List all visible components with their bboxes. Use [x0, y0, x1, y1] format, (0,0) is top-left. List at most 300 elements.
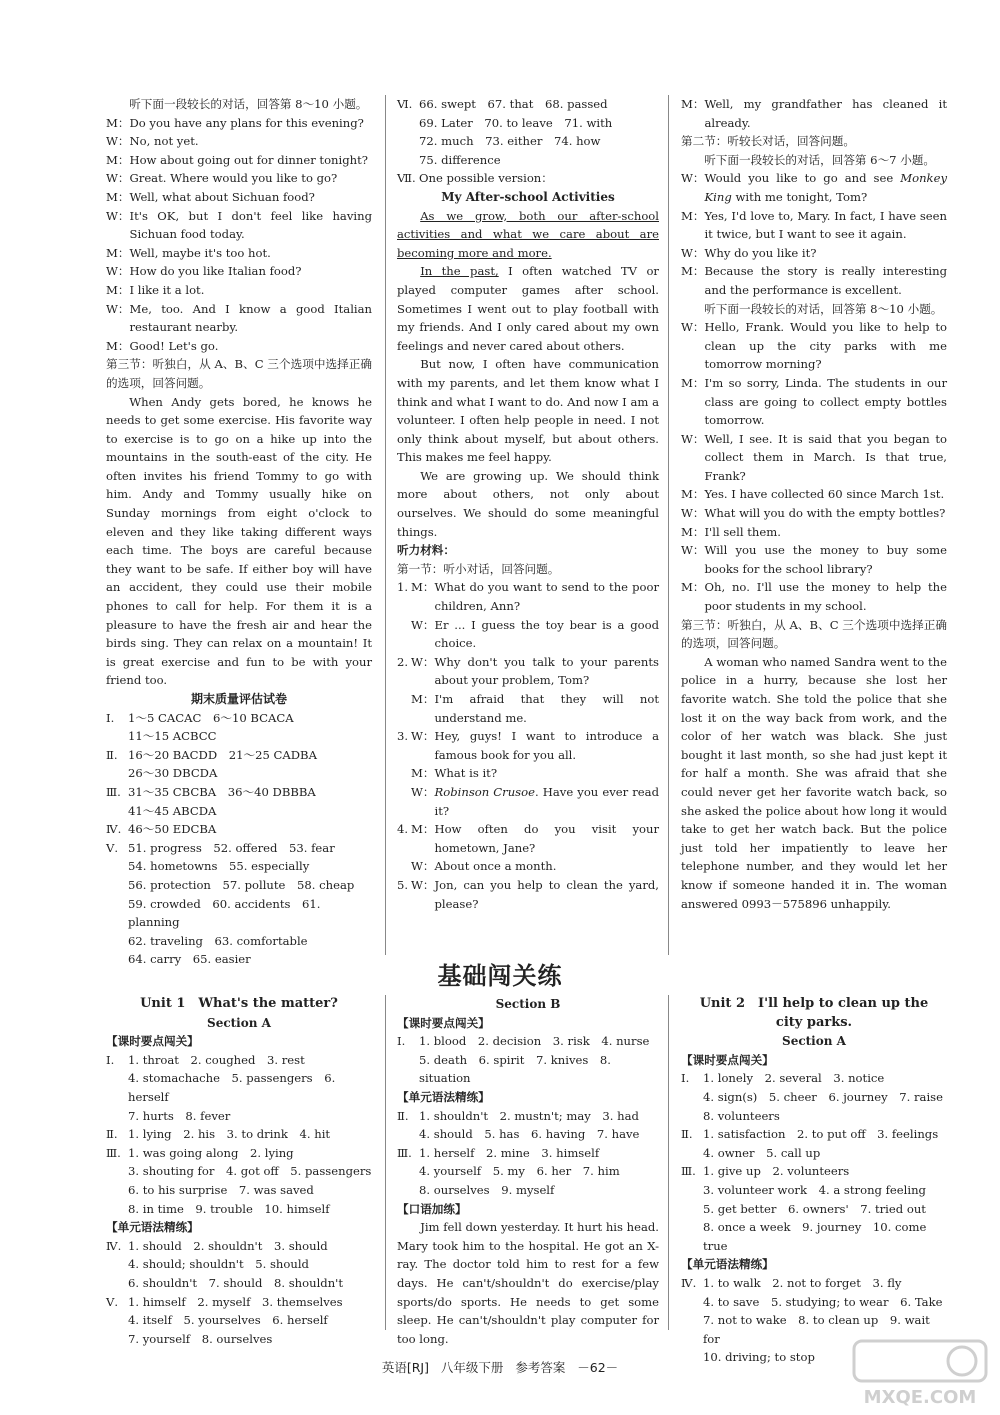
exam-title: 期末质量评估试卷	[190, 692, 287, 706]
speaker-label: M：	[106, 115, 130, 130]
listening-title: 听力材料：	[397, 543, 455, 558]
line-text-b: About once a month.	[434, 859, 557, 874]
answer-line	[106, 1144, 372, 1163]
line-text	[435, 727, 659, 764]
intro-q6-7: 听下面一段较长的对话，回答第 6～7 小题。	[704, 152, 935, 167]
speaker-label: M：	[681, 264, 705, 279]
answer-text: 4. sign(s) 5. cheer 6. journey 7. raise	[703, 1089, 943, 1104]
answer-number: Ⅱ.	[106, 1127, 118, 1142]
answer-line	[106, 1162, 372, 1181]
answer-text: 8. volunteers	[703, 1108, 780, 1123]
line-text	[130, 300, 372, 337]
dialog-line	[397, 876, 659, 913]
dialog-line	[397, 820, 659, 857]
answer-line	[397, 114, 659, 133]
answer-text: 16～20 BACDD 21～25 CADBA	[128, 747, 317, 762]
speaker-label: W：	[411, 859, 435, 874]
line-text	[705, 504, 947, 523]
dialog-line	[397, 616, 659, 653]
line-text-b: No, not yet.	[129, 134, 199, 149]
dialog-line	[681, 504, 947, 523]
answer-text: 54. hometowns 55. especially	[128, 859, 310, 874]
speaker-label: M：	[681, 580, 705, 595]
answer-number: Ⅵ.	[397, 97, 413, 111]
dialog-line	[106, 207, 372, 244]
line-text-b: Because the story is really interesting and the performance is excellent.	[704, 264, 947, 297]
dialog-line	[681, 95, 947, 132]
speaker-label: W：	[411, 784, 435, 799]
line-number	[397, 764, 411, 783]
answer-text: 1. throat 2. coughed 3. rest	[128, 1052, 305, 1067]
line-text-b: Well, what about Sichuan food?	[129, 189, 315, 204]
dialog-line	[106, 132, 372, 151]
line-text-b: Yes. I have collected 60 since March 1st.	[704, 487, 945, 502]
unit1b-section-label: Section B	[495, 997, 561, 1011]
answer-text: 62. traveling 63. comfortable	[128, 933, 308, 948]
answer-number: Ⅳ.	[681, 1275, 697, 1290]
answer-number	[106, 1200, 128, 1219]
essay-para-2	[397, 262, 659, 355]
speaker-label: W：	[681, 543, 705, 558]
dialog-line	[106, 188, 372, 207]
dialog-line	[397, 727, 659, 764]
line-text	[130, 132, 372, 151]
dialog-monkey-king	[681, 169, 947, 299]
dialog-line	[106, 281, 372, 300]
answer-number	[397, 1051, 419, 1088]
answer-number: Ⅰ.	[397, 1034, 406, 1049]
dialog-line	[106, 262, 372, 281]
speaker-label: W：	[106, 264, 130, 279]
answer-text: 1. to walk 2. not to forget 3. fly	[703, 1275, 902, 1290]
column-2	[397, 95, 659, 913]
answer-text: 41～45 ABCDA	[128, 803, 217, 818]
line-text-b: What is it?	[434, 766, 498, 781]
answer-text: 8. ourselves 9. myself	[419, 1182, 555, 1197]
line-text	[130, 207, 372, 244]
answer-line	[106, 1107, 372, 1126]
speaker-label: M：	[411, 692, 435, 706]
answer-line	[397, 1125, 659, 1144]
answer-line	[106, 1293, 372, 1312]
essay-para-1: As we grow, both our after-school activities and what we care about are becoming more and more.	[397, 208, 659, 260]
line-text-b: . Have you ever read it?	[434, 784, 659, 818]
line-number: 3.	[397, 729, 409, 744]
line-text	[129, 244, 372, 263]
answer-number: Ⅰ.	[106, 1052, 115, 1067]
line-text	[704, 207, 947, 244]
dialog-line	[106, 244, 372, 263]
unit1b-oral: 【口语加练】	[397, 1201, 467, 1216]
line-text-b: How do you like Italian food?	[129, 264, 302, 279]
essay-para-2-rest: I often watched TV or played computer games after school. Sometimes I went out to play football with my friends. And I only cared about my own feelings and never cared about others.	[397, 264, 659, 353]
line-number	[397, 857, 411, 876]
monologue-andy: When Andy gets bored, he knows he needs to get some exercise. His favorite way to exercise is to go on a hike up into the mountains in the south-east of the city. He often invites his friend Tommy to go with him. Andy and Tommy usually hike on Sunday mornings from eight o'clock to eleven and they like taking different ways each time. The boys are careful because they want to be safe. If either boy will have an accident, they could use their mobile phones to call for help. For them it is a pleasure to have the fresh air and hear the birds sing. They can relax on a mountain! It is great exercise and fun to be with your friend too.	[106, 394, 372, 688]
line-text-a: Would you like to go and see	[704, 171, 901, 186]
answer-number	[106, 802, 128, 821]
answer-line	[397, 1181, 659, 1200]
line-number	[397, 616, 411, 653]
unit1b-answers-b	[397, 1107, 659, 1200]
line-text	[435, 616, 659, 653]
answer-text: 1. give up 2. volunteers	[703, 1164, 850, 1179]
speaker-label: M：	[106, 152, 130, 167]
line-text	[129, 281, 372, 300]
line-text	[704, 578, 947, 615]
line-text	[129, 188, 372, 207]
watermark-text: MXQE.COM	[863, 1387, 977, 1408]
line-text	[704, 95, 947, 132]
line-text-b: Will you use the money to buy some books for the school library?	[704, 543, 947, 576]
answer-number: Ⅱ.	[106, 747, 118, 762]
answer-line	[681, 1069, 947, 1088]
line-number: 4.	[397, 822, 409, 837]
essay-para-3: But now, I often have communication with my parents, and let them know what I think and what I want to do. And now I am a volunteer. I often help people in need. I not only think about myself, but about others. This makes me feel happy.	[397, 357, 659, 465]
column-3	[681, 95, 947, 913]
essay-para-4: We are growing up. We should think more about others, not only about ourselves. We should do some meaningful things.	[397, 468, 659, 539]
answer-line	[106, 709, 372, 728]
answer-text: 66. swept 67. that 68. passed	[419, 97, 608, 111]
answer-number	[106, 1274, 128, 1293]
answer-text: 75. difference	[419, 152, 501, 167]
answer-line	[681, 1218, 947, 1255]
answer-number	[106, 1311, 128, 1330]
answer-text: 1. satisfaction 2. to put off 3. feelings	[703, 1127, 939, 1142]
answer-line	[106, 1255, 372, 1274]
answer-text: 72. much 73. either 74. how	[419, 134, 601, 149]
answer-text: 59. crowded 60. accidents 61. planning	[128, 896, 321, 930]
watermark-logo	[850, 1337, 990, 1409]
answer-text: 69. Later 70. to leave 71. with	[419, 115, 613, 130]
answer-text: 7. yourself 8. ourselves	[128, 1331, 273, 1346]
answer-number	[681, 1218, 703, 1255]
answer-text: 31～35 CBCBA 36～40 DBBBA	[128, 784, 316, 799]
answer-text: 5. death 6. spirit 7. knives 8. situation	[419, 1052, 611, 1086]
speaker-label: W：	[681, 431, 705, 446]
line-text	[705, 430, 947, 486]
answer-text: 1. herself 2. mine 3. himself	[419, 1145, 600, 1160]
answer-line	[106, 932, 372, 951]
line-number: 5.	[397, 877, 409, 892]
answer-number	[106, 876, 128, 895]
column-divider	[668, 95, 669, 955]
watermark-circle	[948, 1347, 976, 1375]
answer-line	[106, 876, 372, 895]
line-text-b: Why do you like it?	[704, 245, 817, 260]
dialog-line	[681, 318, 947, 374]
answer-text: 11～15 ACBCC	[128, 729, 217, 744]
answer-line	[106, 727, 372, 746]
answer-number: Ⅲ.	[681, 1164, 696, 1179]
column-1	[106, 95, 372, 969]
answer-text: 1. should 2. shouldn't 3. should	[128, 1238, 328, 1253]
dialog-line	[106, 114, 372, 133]
answer-number	[106, 932, 128, 951]
answer-line	[397, 1144, 659, 1163]
unit1-key-points: 【课时要点闯关】	[106, 1034, 199, 1049]
answer-number: Ⅲ.	[106, 1145, 121, 1160]
answer-line	[681, 1293, 947, 1312]
answer-text: 4. to save 5. studying; to wear 6. Take	[703, 1294, 943, 1309]
dialog-line	[681, 578, 947, 615]
answer-number: Ⅳ.	[106, 1238, 122, 1253]
answer-number: Ⅰ.	[106, 710, 115, 725]
dialog-line	[681, 169, 947, 206]
speaker-label: W：	[681, 171, 705, 186]
answer-number: Ⅶ.	[397, 171, 416, 186]
answer-text: 4. yourself 5. my 6. her 7. him	[419, 1164, 620, 1179]
line-text-b: with me tonight, Tom?	[731, 189, 868, 204]
answers-6-7	[397, 95, 659, 188]
unit2-title-line1: Unit 2 I'll help to clean up the	[699, 996, 929, 1011]
answer-text: 3. shouting for 4. got off 5. passengers	[128, 1164, 372, 1179]
answer-text: 4. stomachache 5. passengers 6. herself	[128, 1071, 336, 1104]
line-text	[705, 541, 947, 578]
line-text	[434, 764, 659, 783]
line-number: 2.	[397, 654, 409, 669]
line-text	[129, 114, 372, 133]
unit1b-grammar: 【单元语法精练】	[397, 1089, 490, 1104]
speaker-label: M：	[106, 282, 130, 297]
speaker-label: W：	[106, 171, 130, 186]
line-text-b: Jon, can you help to clean the yard, please?	[434, 877, 659, 911]
unit2-key-points: 【课时要点闯关】	[681, 1052, 774, 1067]
page-number: －62－	[577, 1360, 619, 1375]
answer-line	[681, 1181, 947, 1200]
answer-text: 1. blood 2. decision 3. risk 4. nurse	[419, 1034, 650, 1049]
answer-text: 1. lying 2. his 3. to drink 4. hit	[128, 1127, 331, 1142]
answer-number	[106, 857, 128, 876]
dialog-line	[106, 300, 372, 337]
answer-text: 46～50 EDCBA	[128, 822, 217, 837]
answer-number: Ⅲ.	[106, 784, 121, 799]
speaker-label: M：	[106, 245, 130, 260]
unit2-grammar: 【单元语法精练】	[681, 1257, 774, 1272]
answer-line	[106, 764, 372, 783]
answer-number: Ⅱ.	[681, 1127, 693, 1142]
dialog-line	[397, 690, 659, 727]
line-text-b: How about going out for dinner tonight?	[129, 152, 368, 167]
answer-number	[106, 1330, 128, 1349]
dialog-city-parks	[681, 318, 947, 616]
speaker-label: W：	[106, 301, 130, 316]
line-text-b: Do you have any plans for this evening?	[129, 115, 364, 130]
answer-line	[106, 839, 372, 858]
answer-number	[397, 114, 419, 133]
line-text-b: It's OK, but I don't feel like having Sichuan food today.	[129, 208, 372, 242]
line-text	[435, 876, 659, 913]
line-text-b: Well, maybe it's too hot.	[129, 245, 271, 260]
exam-answers	[106, 709, 372, 969]
monologue-sandra: A woman who named Sandra went to the police in a hurry, because she lost her favorite watch. She told the police that she lost it on the way back from work, and the color of her watch was black. She just bought it last month, so she had just kept it for half a month. She was afraid that she could never get her favorite watch back, so she asked the police about how long it would take to get her watch back. But the police just told her impatiently to leave her telephone number, and they would let her know if someone handed it in. The woman answered 0993－575896 unhappily.	[681, 654, 947, 911]
line-text-b: Well, my grandfather has cleaned it already.	[704, 97, 947, 130]
line-text	[705, 318, 947, 374]
unit2-answers-a	[681, 1069, 947, 1255]
dialog-line	[681, 430, 947, 486]
short-dialogs	[397, 578, 659, 913]
answer-text: 1. was going along 2. lying	[128, 1145, 294, 1160]
line-text-b: What do you want to send to the poor children, Ann?	[434, 580, 659, 614]
answer-line	[106, 820, 372, 839]
dialog-line	[681, 485, 947, 504]
answer-number	[106, 895, 128, 932]
answer-number: Ⅲ.	[397, 1145, 412, 1160]
answer-text: 26～30 DBCDA	[128, 766, 218, 781]
essay-title: My After-school Activities	[441, 189, 615, 204]
answer-line	[106, 783, 372, 802]
answer-number	[681, 1107, 703, 1126]
line-text-b: Great. Where would you like to go?	[129, 171, 338, 186]
line-text	[129, 151, 372, 170]
line-number	[397, 690, 411, 727]
answer-line	[397, 1107, 659, 1126]
answer-number: Ⅴ.	[106, 1294, 119, 1309]
answer-number	[681, 1200, 703, 1219]
dialog-line	[681, 207, 947, 244]
answer-text: 6. to his surprise 7. was saved	[128, 1182, 314, 1197]
answer-line	[397, 169, 659, 188]
unit1-title: Unit 1 What's the matter?	[140, 996, 338, 1011]
speaker-label: M：	[106, 189, 130, 204]
answer-text: 3. volunteer work 4. a strong feeling	[703, 1182, 926, 1197]
line-text	[704, 523, 947, 542]
footer-label: 参考答案	[515, 1360, 566, 1375]
answer-text: 64. carry 65. easier	[128, 952, 251, 967]
answer-line	[681, 1107, 947, 1126]
line-text-b: I'm afraid that they will not understand me.	[434, 692, 659, 725]
answer-number	[106, 1069, 128, 1106]
line-text-b: Me, too. And I know a good Italian restaurant nearby.	[129, 301, 372, 335]
answer-number	[106, 1181, 128, 1200]
speaker-label: W：	[681, 320, 705, 335]
answer-number	[106, 727, 128, 746]
answer-text: 8. once a week 9. journey 10. come true	[703, 1220, 927, 1253]
answer-number	[397, 151, 419, 170]
section3-intro-b: 第三节：听独白，从 A、B、C 三个选项中选择正确的选项，回答问题。	[681, 617, 947, 651]
dialog-line	[681, 541, 947, 578]
answer-number	[106, 1162, 128, 1181]
line-text-b: Oh, no. I'll use the money to help the poor students in my school.	[704, 580, 947, 614]
line-text-b: Good! Let's go.	[129, 338, 219, 353]
answer-text: 4. should; shouldn't 5. should	[128, 1257, 309, 1272]
unit1-answers-a	[106, 1051, 372, 1218]
answer-line	[106, 1274, 372, 1293]
dialog-line	[397, 578, 659, 615]
dialog-line	[681, 523, 947, 542]
line-text	[130, 169, 372, 188]
line-text	[130, 262, 372, 281]
speaker-label: M：	[681, 524, 705, 539]
dialog-line	[397, 783, 659, 820]
answer-line	[106, 1181, 372, 1200]
answer-line	[106, 802, 372, 821]
answer-line	[106, 1330, 372, 1349]
line-text	[704, 485, 947, 504]
speaker-label: M：	[106, 338, 130, 353]
line-text	[435, 653, 659, 690]
unit2-section-label: Section A	[782, 1034, 846, 1049]
answer-line	[106, 1069, 372, 1106]
line-text	[705, 244, 947, 263]
answer-line	[106, 1200, 372, 1219]
answer-line	[106, 746, 372, 765]
dialog-line	[397, 764, 659, 783]
answer-line	[681, 1162, 947, 1181]
speaker-label: W：	[681, 506, 705, 521]
line-text-b: Er ... I guess the toy bear is a good choice.	[434, 617, 659, 651]
dialog-line	[397, 857, 659, 876]
answer-number: Ⅳ.	[106, 822, 122, 837]
answer-line	[106, 1311, 372, 1330]
dialog-line	[106, 337, 372, 356]
answer-line	[681, 1200, 947, 1219]
column-divider	[385, 95, 386, 955]
line-text	[434, 820, 659, 857]
speaker-label: W：	[411, 654, 435, 669]
answer-line	[397, 1162, 659, 1181]
unit1-grammar: 【单元语法精练】	[106, 1220, 199, 1235]
answer-line	[397, 1051, 659, 1088]
line-text	[435, 783, 659, 820]
answer-number	[397, 1181, 419, 1200]
answer-text: 7. hurts 8. fever	[128, 1108, 231, 1123]
unit1-answers-b	[106, 1237, 372, 1349]
unit2-section-a	[681, 995, 947, 1367]
answer-line	[681, 1125, 947, 1144]
speaker-label: W：	[411, 617, 435, 632]
speaker-label: W：	[106, 208, 130, 223]
unit1b-answers-a	[397, 1032, 659, 1088]
answer-text: 6. shouldn't 7. should 8. shouldn't	[128, 1275, 344, 1290]
unit1-section-label: Section A	[207, 1015, 271, 1030]
answer-number	[681, 1088, 703, 1107]
line-text	[434, 690, 659, 727]
answer-number	[681, 1311, 703, 1348]
column-divider	[668, 995, 669, 1330]
line-text	[704, 262, 947, 299]
dialog-line	[681, 374, 947, 430]
answer-line	[106, 1051, 372, 1070]
line-text-b: Hello, Frank. Would you like to help to clean up the city parks with me tomorrow morning?	[704, 320, 947, 372]
answer-number	[397, 1162, 419, 1181]
answer-line	[106, 857, 372, 876]
speaker-label: M：	[411, 822, 435, 837]
line-text-b: Well, I see. It is said that you began to collect them in March. Is that true, Frank?	[704, 431, 947, 483]
footer-subject: 英语[RJ]	[381, 1360, 429, 1375]
line-text	[435, 857, 659, 876]
answer-text: 7. not to wake 8. to clean up 9. wait for	[703, 1313, 930, 1346]
intro-q8-10: 听下面一段较长的对话，回答第 8～10 小题。	[129, 97, 368, 111]
line-text-b: Why don't you talk to your parents about your problem, Tom?	[434, 654, 659, 688]
answer-number: Ⅴ.	[106, 840, 119, 855]
essay-para-2-lead: In the past,	[420, 264, 499, 279]
speaker-label: M：	[681, 97, 705, 111]
dialog-line	[681, 262, 947, 299]
line-number: 1.	[397, 580, 409, 595]
answer-number	[681, 1181, 703, 1200]
answer-number: Ⅰ.	[681, 1071, 690, 1086]
answer-text: One possible version：	[419, 171, 553, 186]
section3-intro: 第三节：听独白，从 A、B、C 三个选项中选择正确的选项，回答问题。	[106, 357, 372, 390]
line-number	[397, 783, 411, 820]
dialog-line	[397, 653, 659, 690]
speaker-label: W：	[411, 877, 435, 892]
dialog-line	[106, 151, 372, 170]
dialog-top	[681, 95, 947, 132]
answer-line	[397, 132, 659, 151]
answer-line	[106, 1125, 372, 1144]
line-text-b: Yes, I'd love to, Mary. In fact, I have seen it twice, but I want to see it again.	[704, 208, 947, 242]
